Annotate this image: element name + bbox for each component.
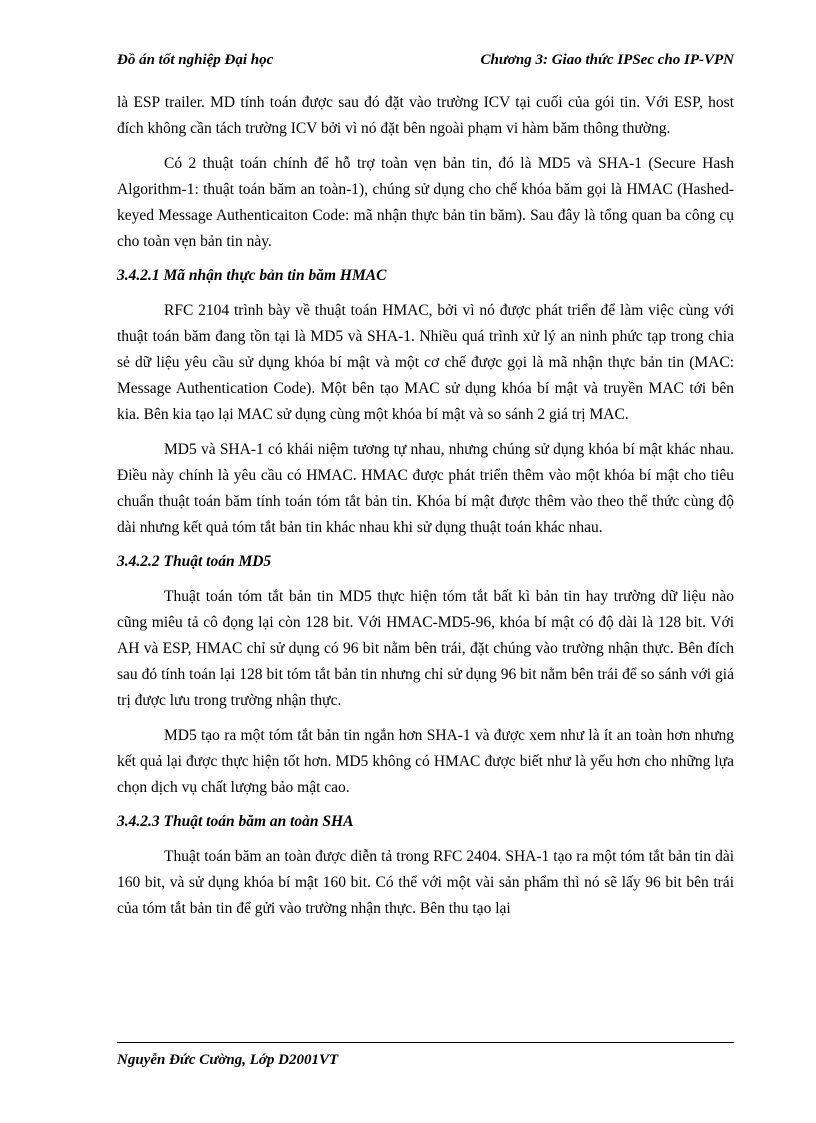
section-heading-md5: 3.4.2.2 Thuật toán MD5 (117, 553, 272, 570)
header-document-title: Đồ án tốt nghiệp Đại học (117, 52, 274, 68)
paragraph-5: Thuật toán tóm tắt bản tin MD5 thực hiện tóm tắt bất kì bản tin hay trường dữ liệu nào cũng miêu tả cô đọng lại còn 128 bit. Với HMAC-MD5-96, khóa bí mật có độ dài là 128 bit. Với AH và ESP, HMAC chỉ sử dụng có 96 bit nằm bên trái, đặt chúng vào trường nhận thực. Bên đích sau đó tính toán lại 128 bit tóm tắt bản tin nhưng chỉ sử dụng 96 bit nằm bên trái để so sánh với giá trị được lưu trong trường nhận thực. (117, 588, 734, 709)
paragraph-1: là ESP trailer. MD tính toán được sau đó đặt vào trường ICV tại cuối của gói tin. Với ESP, host đích không cần tách trường ICV bởi vì nó đặt bên ngoài phạm vi hàm băm thông thường. (117, 94, 734, 137)
page-header (117, 52, 734, 72)
paragraph-2: Có 2 thuật toán chính để hỗ trợ toàn vẹn bản tin, đó là MD5 và SHA-1 (Secure Hash Algorithm-1: thuật toán băm an toàn-1), chúng sử dụng cho chế khóa băm gọi là HMAC (Hashed-keyed Message Authenticaiton Code: mã nhận thực bản tin băm). Sau đây là tổng quan ba công cụ cho toàn vẹn bản tin này. (117, 155, 734, 250)
paragraph-4: MD5 và SHA-1 có khái niệm tương tự nhau, nhưng chúng sử dụng khóa bí mật khác nhau. Điều này chính là yêu cầu có HMAC. HMAC được phát triển thêm vào một khóa bí mật cho tiêu chuẩn thuật toán băm tính toán tóm tắt bản tin. Khóa bí mật được thêm vào theo thể thức cùng độ dài nhưng kết quả tóm tắt bản tin khác nhau khi sử dụng thuật toán khác nhau. (117, 441, 734, 536)
paragraph-7: Thuật toán băm an toàn được diễn tả trong RFC 2404. SHA-1 tạo ra một tóm tắt bản tin dài 160 bit, và sử dụng khóa bí mật 160 bit. Có thể với một vài sản phẩm thì nó sẽ lấy 96 bit bên trái của tóm tắt bản tin để gửi vào trường nhận thực. Bên thu tạo lại (117, 848, 734, 917)
document-body (117, 90, 734, 931)
paragraph-3: RFC 2104 trình bày về thuật toán HMAC, bởi vì nó được phát triển để làm việc cùng với thuật toán băm đang tồn tại là MD5 và SHA-1. Nhiều quá trình xử lý an ninh phức tạp trong chia sẻ dữ liệu yêu cầu sử dụng khóa bí mật và một cơ chế được gọi là mã nhận thực bản tin (MAC: Message Authentication Code). Một bên tạo MAC sử dụng khóa bí mật và truyền MAC tới bên kia. Bên kia tạo lại MAC sử dụng cùng một khóa bí mật và so sánh 2 giá trị MAC. (117, 302, 734, 423)
section-heading-hmac: 3.4.2.1 Mã nhận thực bản tin băm HMAC (117, 267, 387, 284)
footer-author: Nguyễn Đức Cường, Lớp D2001VT (117, 1052, 339, 1068)
footer-divider (117, 1042, 734, 1043)
header-chapter-title: Chương 3: Giao thức IPSec cho IP-VPN (480, 52, 734, 68)
paragraph-6: MD5 tạo ra một tóm tắt bản tin ngắn hơn SHA-1 và được xem như là ít an toàn hơn nhưng kết quả lại được thực hiện tốt hơn. MD5 không có HMAC được biết như là yếu hơn cho những lựa chọn dịch vụ chất lượng bảo mật cao. (117, 727, 734, 796)
section-heading-sha: 3.4.2.3 Thuật toán băm an toàn SHA (117, 813, 354, 830)
